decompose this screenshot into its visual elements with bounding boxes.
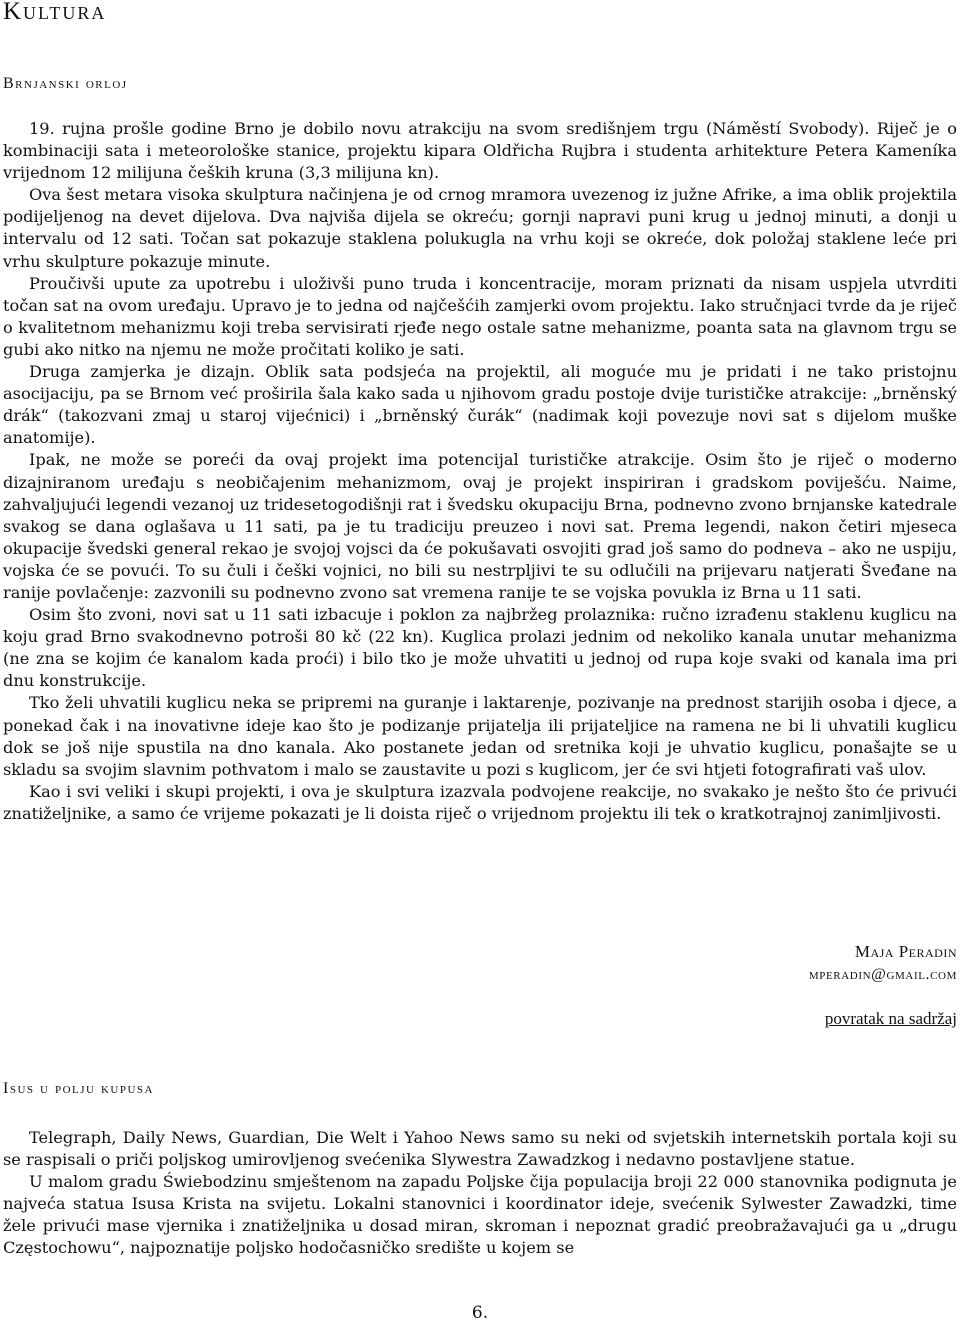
page-number: 6.	[471, 1303, 489, 1323]
article-body-brnjanski-orloj	[3, 118, 957, 825]
article-paragraph: Kao i svi veliki i skupi projekti, i ova je skulptura izazvala podvojene reakcije, no svakako je nešto što će privući znatiželjnike, a samo će vrijeme pokazati je li doista riječ o vrijednom projektu ili tek o kratkotrajnoj zanimljivosti.	[3, 781, 957, 823]
article-paragraph: Ipak, ne može se poreći da ovaj projekt ima potencijal turističke atrakcije. Osim što je riječ o moderno dizajniranom uređaju s neobičajenim mehanizmom, ovaj je projekt inspiriran i gradskom poviješću. Naime, zahvaljujući legendi vezanoj uz tridesetogodišnji rat i švedsku okupaciju Brna, podnevno zvono brnjanske katedrale svakog se dana oglašava u 11 sati, pa je tu tradiciju preuzeo i novi sat. Prema legendi, nakon četiri mjeseca okupacije švedski general rekao je svojoj vojsci da će pokušavati osvojiti grad još samo do podneva – ako ne uspiju, vojska će se povući. To su čuli i češki vojnici, no bili su nestrpljivi te su odlučili na prijevaru natjerati Šveđane na ranije povlačenje: zazvonili su podnevno zvono sat vremena ranije te se vojska povukla iz Brna u 11 sati.	[3, 450, 957, 602]
article-paragraph: Osim što zvoni, novi sat u 11 sati izbacuje i poklon za najbržeg prolaznika: ručno izrađenu staklenu kuglicu na koju grad Brno svakodnevno potroši 80 kč (22 kn). Kuglica prolazi jednim od nekoliko kanala unutar mehanizma (ne zna se kojim će kanalom kada proći) i bilo tko je može uhvatiti u jednoj od rupa koje svaki od kanala ima pri dnu konstrukcije.	[3, 605, 957, 691]
article-paragraph: U malom gradu Świebodzinu smještenom na zapadu Poljske čija populacija broji 22 000 stanovnika podignuta je najveća statua Isusa Krista na svijetu. Lokalni stanovnici i koordinator ideje, svećenik Sylwester Zawadzki, time žele privući mase vjernika i znatiželjnika u dosad miran, skroman i nepoznat gradić preobražavajući ga u „drugu Częstochowu“, najpoznatije poljsko hodočasničko središte u kojem se	[3, 1172, 957, 1258]
article-title-brnjanski-orloj: Brnjanski orloj	[3, 75, 128, 92]
article-paragraph: Ova šest metara visoka skulptura načinjena je od crnog mramora uvezenog iz južne Afrike, a ima oblik projektila podijeljenog na devet dijelova. Dva najviša dijela se okreću; gornji napravi puni krug u jednoj minuti, a donji u intervalu od 12 sati. Točan sat pokazuje staklena polukugla na vrhu koji se okreće, dok položaj staklene leće pri vrhu skulpture pokazuje minute.	[3, 185, 957, 271]
article-paragraph: Tko želi uhvatili kuglicu neka se pripremi na guranje i laktarenje, pozivanje na prednost starijih osoba i djece, a ponekad čak i na inovativne ideje kao što je podizanje prijatelja ili prijateljice na ramena ne bi li uhvatili kuglicu dok se još nije spustila na dno kanala. Ako postanete jedan od sretnika koji je uhvatio kuglicu, ponašajte se u skladu sa svojim slavnim pothvatom i malo se zaustavite u pozi s kuglicom, jer će svi htjeti fotografirati vaš ulov.	[3, 693, 957, 779]
author-email: mperadin@gmail.com	[808, 966, 957, 983]
article-paragraph: Druga zamjerka je dizajn. Oblik sata podsjeća na projektil, ali moguće mu je pridati i ne tako pristojnu asocijaciju, pa se Brnom već proširila šala kako sada u njihovom gradu postoje dvije turističke atrakcije: „brněnský drák“ (takozvani zmaj u staroj vijećnici) i „brněnský čurák“ (nadimak koji povezuje novi sat s dijelom muške anatomije).	[3, 362, 957, 448]
article-paragraph: Telegraph, Daily News, Guardian, Die Welt i Yahoo News samo su neki od svjetskih internetskih portala koji su se raspisali o priči poljskog umirovljenog svećenika Slywestra Zawadzkog i nedavno postavljene statue.	[3, 1128, 957, 1170]
article-body-isus-u-polju-kupusa	[3, 1127, 957, 1260]
section-title: Kultura	[3, 0, 107, 25]
article-paragraph: 19. rujna prošle godine Brno je dobilo novu atrakciju na svom središnjem trgu (Náměstí Svobody). Riječ je o kombinaciji sata i meteorološke stanice, projektu kipara Oldřicha Rujbra i studenta arhitekture Petera Kameníka vrijednom 12 milijuna čeških kruna (3,3 milijuna kn).	[3, 119, 957, 183]
article-title-isus-u-polju-kupusa: Isus u polju kupusa	[3, 1080, 154, 1097]
back-to-contents-link[interactable]: povratak na sadržaj	[824, 1009, 957, 1028]
author-name: Maja Peradin	[854, 942, 957, 961]
article-paragraph: Proučivši upute za upotrebu i uloživši puno truda i koncentracije, moram priznati da nisam uspjela utvrditi točan sat na ovom uređaju. Upravo je to jedna od najčešćih zamjerki ovom projektu. Iako stručnjaci tvrde da je riječ o kvalitetnom mehanizmu koji treba servisirati rjeđe nego ostale satne mehanizme, poanta sata na glavnom trgu se gubi ako nitko na njemu ne može pročitati koliko je sati.	[3, 273, 957, 359]
